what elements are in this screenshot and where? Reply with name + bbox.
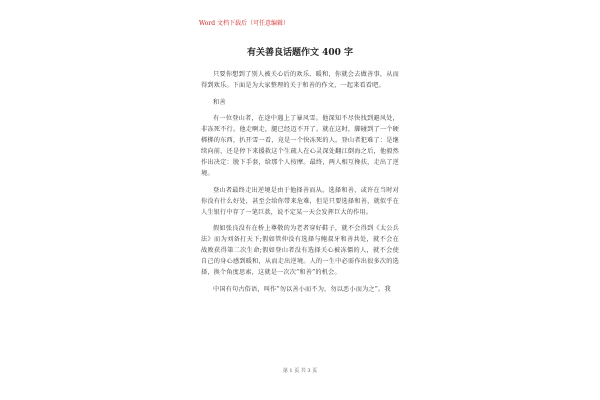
body-paragraph: 假如张良没有在桥上尊敬的为老者穿好鞋子，就不会得到《太公兵法》而为刘备打天下;假如管仲没有选择与鲍叔牙和善共处，就不会在战败获得第二次生命;假如登山者没有选择关心被冻僵的人，就不会使自己的身心感到暖和，从而走出逆境。人的一生中必需作出很多次的选择，换个角度思索，这就是一次次“和善”的机会。 [201, 225, 399, 276]
document-body [201, 69, 399, 300]
body-paragraph: 有一位登山者，在途中遇上了暴风雪。他深知不尽快找到避风处，非冻死不行。他走啊走，腿已经迈不开了。就在这时，脚碰到了一个硬梆梆的东西，扒开雪一看，竟是一个快冻死的人。登山者犯难了：是继续向前，还是停下来援救这个生疏人在心灵深处翻江倒海之后，他毅然作出决定：脱下手套，给那个人按摩。最终，两人相互搀扶，走出了逆境。 [201, 115, 399, 177]
section-subheading: 和善 [213, 98, 226, 106]
intro-paragraph: 只要你想到了别人被关心后的欢乐、暖和，你就会去做善事，从而得到欢乐。下面是为大家整理的关于和善的作文，一起来看看吧。 [201, 71, 399, 89]
page-number-footer: 第 1 页 共 3 页 [282, 368, 318, 374]
body-paragraph: 中国有句古俗语，叫作“勿以善小而不为，勿以恶小而为之”。我 [213, 285, 391, 293]
document-title: 有关善良话题作文 400 字 [246, 48, 354, 58]
download-note: Word 文档下载后（可任意编辑） [199, 20, 289, 27]
body-paragraph: 登山者最终走出逆境是由于他择善而从。选择和善，或许在当时对你没有什么好处，甚至会给你带来危难，但是只要选择和善，就似乎在人生银行中存了一笔巨款，说不定某一天会发挥巨大的作用。 [201, 186, 399, 216]
